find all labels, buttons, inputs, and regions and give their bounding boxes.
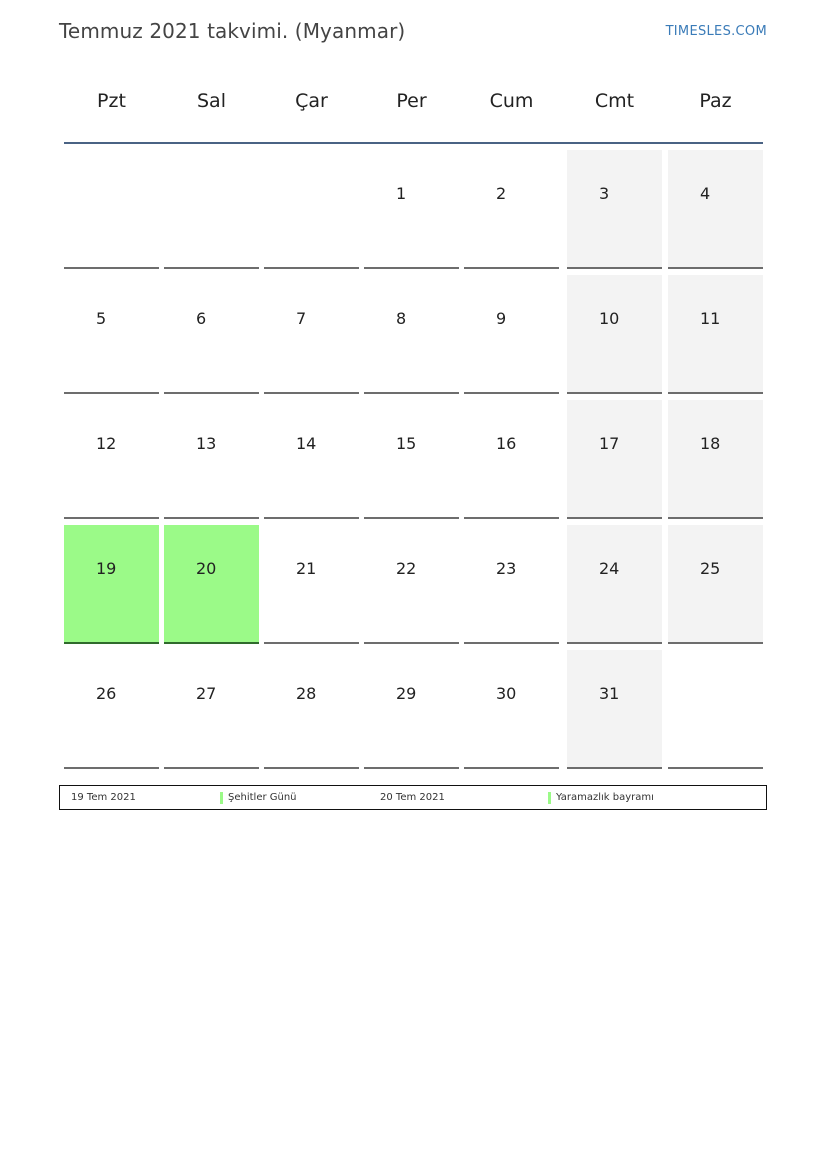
legend-holiday-name-2: Yaramazlık bayramı: [556, 792, 654, 803]
day-cell-6: [164, 275, 259, 394]
day-number: 18: [700, 434, 721, 453]
day-cell-16: [464, 400, 559, 519]
legend-color-marker-1: [220, 792, 223, 804]
day-cell-10: [567, 275, 662, 394]
empty-day-cell-mon: [64, 150, 159, 269]
day-number: 2: [496, 184, 507, 203]
header-divider: [64, 142, 763, 144]
day-number: 5: [96, 309, 107, 328]
day-number: 11: [700, 309, 721, 328]
day-number: 19: [96, 559, 117, 578]
day-cell-27: [164, 650, 259, 769]
day-number: 27: [196, 684, 217, 703]
day-cell-28: [264, 650, 359, 769]
day-number: 29: [396, 684, 417, 703]
day-cell-17: [567, 400, 662, 519]
brand-link[interactable]: TIMESLES.COM: [665, 24, 767, 39]
day-cell-22: [364, 525, 459, 644]
weekday-label-fri: Cum: [489, 90, 534, 112]
day-number: 14: [296, 434, 317, 453]
day-number: 23: [496, 559, 517, 578]
empty-day-cell-sun: [668, 650, 763, 769]
day-number: 9: [496, 309, 507, 328]
day-cell-18: [668, 400, 763, 519]
day-cell-19: [64, 525, 159, 644]
day-number: 17: [599, 434, 620, 453]
day-cell-13: [164, 400, 259, 519]
day-number: 30: [496, 684, 517, 703]
day-number: 1: [396, 184, 407, 203]
day-number: 22: [396, 559, 417, 578]
day-cell-5: [64, 275, 159, 394]
legend-date-2: 20 Tem 2021: [380, 792, 445, 803]
day-cell-25: [668, 525, 763, 644]
day-number: 8: [396, 309, 407, 328]
empty-day-cell-tue: [164, 150, 259, 269]
weekday-label-sat: Cmt: [594, 90, 635, 112]
day-cell-8: [364, 275, 459, 394]
day-cell-3: [567, 150, 662, 269]
day-number: 7: [296, 309, 307, 328]
day-cell-4: [668, 150, 763, 269]
weekday-label-tue: Sal: [197, 90, 226, 112]
page-title: Temmuz 2021 takvimi. (Myanmar): [59, 19, 406, 43]
day-number: 21: [296, 559, 317, 578]
day-cell-9: [464, 275, 559, 394]
day-number: 6: [196, 309, 207, 328]
day-cell-29: [364, 650, 459, 769]
legend-holiday-name-1: Şehitler Günü: [228, 792, 297, 803]
weekday-label-mon: Pzt: [97, 90, 126, 112]
day-number: 31: [599, 684, 620, 703]
day-number: 16: [496, 434, 517, 453]
day-number: 13: [196, 434, 217, 453]
day-cell-20: [164, 525, 259, 644]
day-cell-23: [464, 525, 559, 644]
holiday-legend: [59, 785, 767, 810]
day-number: 10: [599, 309, 620, 328]
day-cell-24: [567, 525, 662, 644]
weekday-label-wed: Çar: [295, 90, 328, 112]
day-cell-1: [364, 150, 459, 269]
day-cell-11: [668, 275, 763, 394]
day-number: 28: [296, 684, 317, 703]
day-cell-30: [464, 650, 559, 769]
day-number: 12: [96, 434, 117, 453]
day-cell-21: [264, 525, 359, 644]
day-number: 3: [599, 184, 610, 203]
day-cell-2: [464, 150, 559, 269]
day-number: 4: [700, 184, 711, 203]
day-cell-31: [567, 650, 662, 769]
day-number: 26: [96, 684, 117, 703]
day-cell-14: [264, 400, 359, 519]
day-number: 15: [396, 434, 417, 453]
day-number: 20: [196, 559, 217, 578]
empty-day-cell-wed: [264, 150, 359, 269]
legend-date-1: 19 Tem 2021: [71, 792, 136, 803]
day-cell-12: [64, 400, 159, 519]
weekday-label-sun: Paz: [699, 90, 732, 112]
day-number: 24: [599, 559, 620, 578]
weekday-label-thu: Per: [396, 90, 427, 112]
legend-color-marker-2: [548, 792, 551, 804]
day-cell-26: [64, 650, 159, 769]
day-number: 25: [700, 559, 721, 578]
day-cell-7: [264, 275, 359, 394]
day-cell-15: [364, 400, 459, 519]
